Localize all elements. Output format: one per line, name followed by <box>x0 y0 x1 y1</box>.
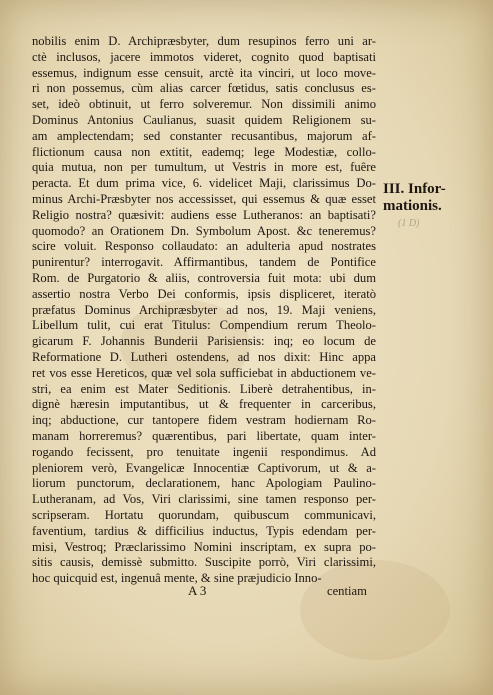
text-line: am amplectendam; sed constanter recusantibus, majorum af- <box>32 128 376 143</box>
text-line: peracta. Et dum prima vice, 6. videlicet Maji, clarissimus Do- <box>32 176 376 191</box>
text-line: scripseram. Hortatu quorundam, quibuscum communicavi, <box>32 507 376 522</box>
body-text <box>32 34 376 587</box>
text-line: Libellum tulit, cui erat Titulus: Compendium rerum Theolo- <box>32 318 376 333</box>
text-line: sitis causis, demissè submitto. Suscipite porrò, Viri clarissimi, <box>32 555 376 570</box>
text-line: quomodo? an Orationem Dn. Symbolum Apost. &c teneremus? <box>32 223 376 238</box>
text-line: faventium, tardius & difficilius inductus, Typis edendam per- <box>32 523 376 538</box>
text-line: ret vos esse Hereticos, quæ vel sola sufficiebat in abductionem ve- <box>32 365 376 380</box>
text-line: ctè inclusos, jacere immotos videret, cognito quod baptisati <box>32 49 376 64</box>
text-line: set, ideò obtinuit, ut ferro solveremur. Non dissimili animo <box>32 97 376 112</box>
text-line: inq; abductione, cur tantopere fidem vestram hodiernam Ro- <box>32 413 376 428</box>
text-line: pleniorem verò, Evangelicæ Innocentiæ Captivorum, ut & a- <box>32 460 376 475</box>
text-line: Reformatione D. Lutheri ostendens, ad nos dixit: Hinc appa <box>32 349 376 364</box>
text-line: assertio nostra Verbo Dei conformis, ipsis displiceret, iteratò <box>32 286 376 301</box>
margin-note-line: mationis. <box>383 198 442 214</box>
text-line: Rom. de Purgatorio & aliis, controversia fuit mota: ubi dum <box>32 270 376 285</box>
margin-note-line: III. Infor- <box>383 181 446 197</box>
text-line: liorum punctorum, declarationem, hanc Apologiam Paulino- <box>32 476 376 491</box>
text-line: nobilis enim D. Archipræsbyter, dum resupinos ferro uni ar- <box>32 34 376 48</box>
text-line: ri non possemus, cùm alias carcer fœtidus, satis conclusus es- <box>32 81 376 96</box>
text-line: dignè hæresin imputantibus, ut & frequenter in carceribus, <box>32 397 376 412</box>
catchword: centiam <box>327 584 367 598</box>
text-line: Religio nostra? quæsivit: audiens esse Lutheranos: an baptisati? <box>32 207 376 222</box>
text-line: essemus, indignum esse censuit, arctè ita vinciri, ut loco move- <box>32 65 376 80</box>
signature-mark: A 3 <box>188 583 207 598</box>
text-line: rogando fecissent, pro tenuitate ingenii respondimus. Ad <box>32 444 376 459</box>
margin-note <box>383 181 483 215</box>
text-line: stri, ea enim est Mater Seditionis. Liberè detrahentibus, in- <box>32 381 376 396</box>
text-line: quia mutua, non per tumultum, ut Vestris in more est, fuêre <box>32 160 376 175</box>
text-line: Dominus Antonius Caulianus, suasit quidem Religionem su- <box>32 112 376 127</box>
text-line: præfatus Dominus Archipræsbyter ad nos, 19. Maji veniens, <box>32 302 376 317</box>
text-line: scire voluit. Responso collaudato: an adulteria apud nostrates <box>32 239 376 254</box>
text-line: punirentur? interrogavit. Affirmantibus, tandem de Pontifice <box>32 255 376 270</box>
text-line: flictionum causa non extitit, eademq; lege Modestiæ, collo- <box>32 144 376 159</box>
text-line: minus Archi-Præsbyter nos accessisset, qui essemus & quæ esset <box>32 191 376 206</box>
text-line: gicarum F. Johannis Bunderii Parisiensis: inq; eo locum de <box>32 334 376 349</box>
faint-annotation: (1 D) <box>398 218 420 229</box>
text-line: Lutheranam, ad Vos, Viri clarissimi, sine tamen responso per- <box>32 492 376 507</box>
text-line: hoc quicquid est, ingenuâ mente, & sine præjudicio Inno- <box>32 571 322 586</box>
text-line: misi, Vestroq; Præclarissimo Nomini inscriptam, ex supra po- <box>32 539 376 554</box>
text-line: manam horreremus? quærentibus, pari libertate, quam inter- <box>32 428 376 443</box>
